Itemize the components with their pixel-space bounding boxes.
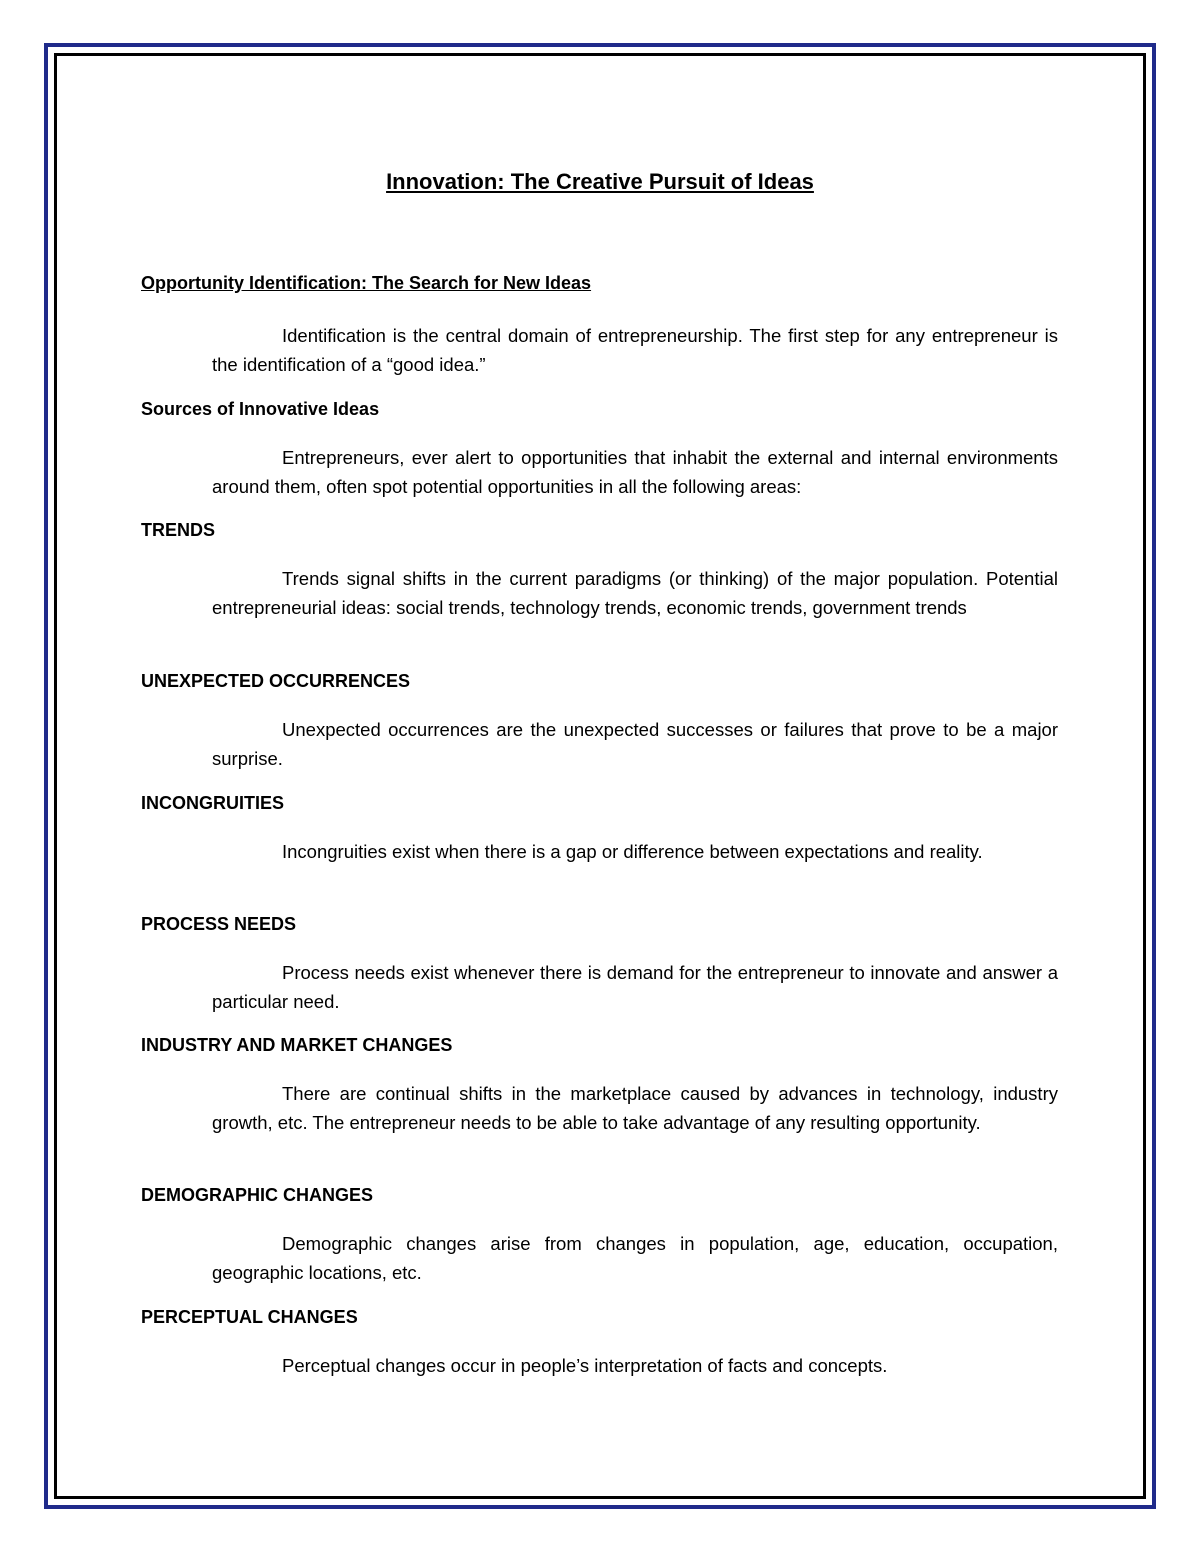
section-heading-sources: Sources of Innovative Ideas — [141, 399, 380, 419]
section-text-process-needs: Process needs exist whenever there is demand for the entrepreneur to innovate and answer a particular need. — [212, 962, 1058, 1012]
section-text-industry-market-changes: There are continual shifts in the marketplace caused by advances in technology, industry growth, etc. The entrepreneur needs to be able to take advantage of any resulting opportunity. — [212, 1083, 1058, 1133]
section-heading-unexpected-occurrences: UNEXPECTED OCCURRENCES — [141, 671, 411, 691]
section-heading-opportunity-identification: Opportunity Identification: The Search for New Ideas — [141, 273, 592, 293]
page-title: Innovation: The Creative Pursuit of Ideas — [386, 169, 814, 194]
section-text-perceptual-changes: Perceptual changes occur in people’s interpretation of facts and concepts. — [282, 1355, 888, 1376]
section-text-trends: Trends signal shifts in the current paradigms (or thinking) of the major population. Potential entrepreneurial ideas: social trends, technology trends, economic trends, government trends — [212, 568, 1058, 618]
section-text-opportunity-identification: Identification is the central domain of entrepreneurship. The first step for any entrepreneur is the identification of a “good idea.” — [212, 325, 1058, 375]
section-heading-demographic-changes: DEMOGRAPHIC CHANGES — [141, 1185, 374, 1205]
section-text-sources: Entrepreneurs, ever alert to opportunities that inhabit the external and internal environments around them, often spot potential opportunities in all the following areas: — [212, 447, 1058, 497]
section-heading-industry-market-changes: INDUSTRY AND MARKET CHANGES — [141, 1035, 453, 1055]
section-text-demographic-changes: Demographic changes arise from changes in population, age, education, occupation, geographic locations, etc. — [212, 1233, 1058, 1283]
section-heading-incongruities: INCONGRUITIES — [141, 793, 285, 813]
section-heading-process-needs: PROCESS NEEDS — [141, 914, 297, 934]
section-text-unexpected-occurrences: Unexpected occurrences are the unexpected successes or failures that prove to be a major surprise. — [212, 719, 1058, 769]
section-heading-perceptual-changes: PERCEPTUAL CHANGES — [141, 1307, 358, 1327]
section-text-incongruities: Incongruities exist when there is a gap or difference between expectations and reality. — [282, 841, 983, 862]
section-heading-trends: TRENDS — [141, 520, 216, 540]
